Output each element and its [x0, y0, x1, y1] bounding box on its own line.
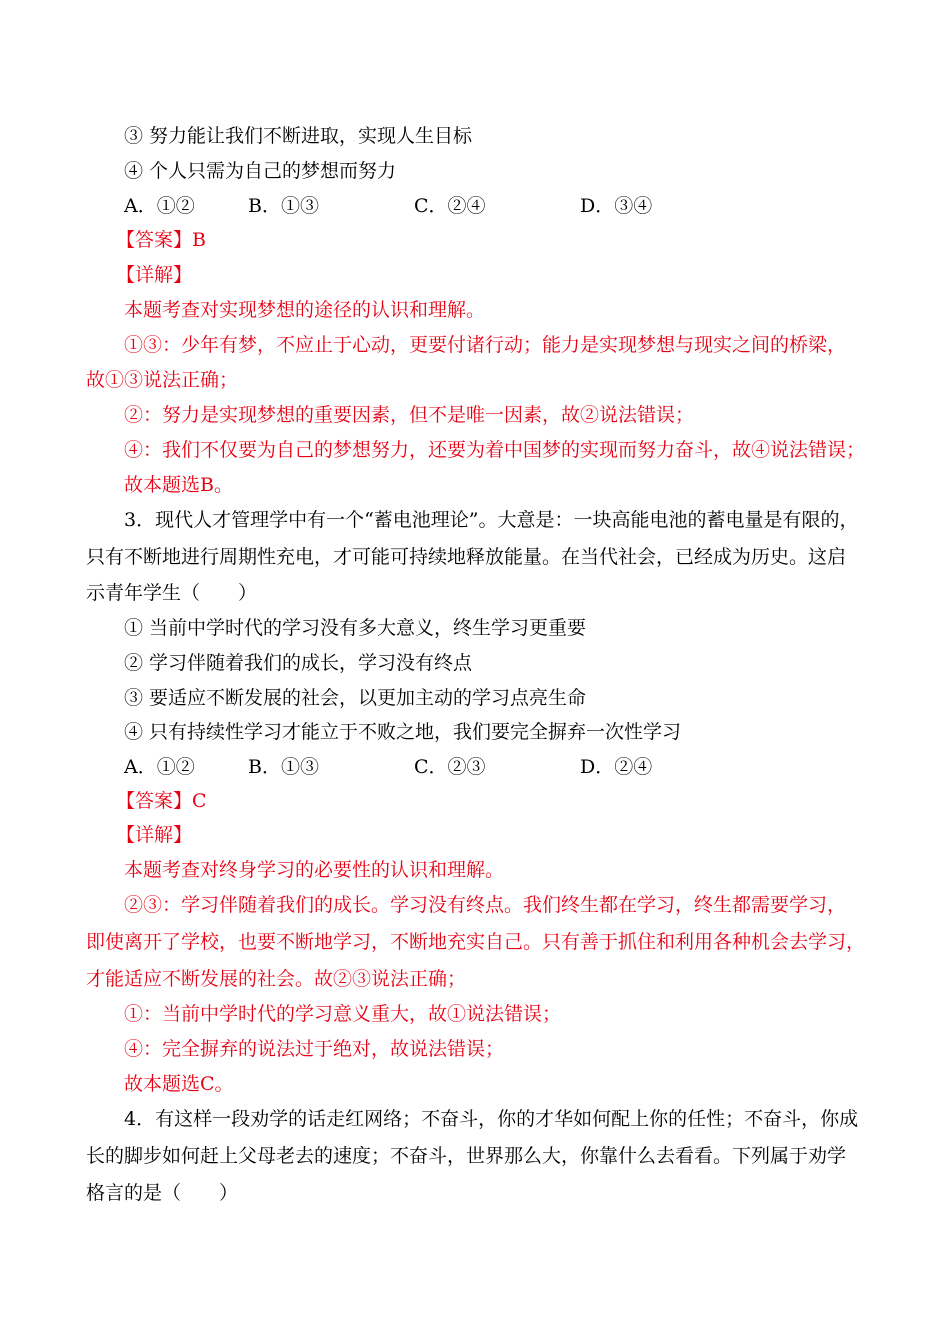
q2-explanation-line: 故①③说法正确； [86, 369, 239, 391]
q3-detail-label: 【详解】 [116, 824, 193, 846]
q4-stem-line: 格言的是（ ） [86, 1182, 239, 1204]
q2-options [0, 194, 950, 218]
q2-explanation-line: 故本题选B。 [124, 474, 233, 496]
q3-options [0, 755, 950, 779]
q2-item-3: ③ 努力能让我们不断进取，实现人生目标 [124, 125, 473, 147]
q2-option-a: A．①② [124, 195, 195, 217]
q3-item-1: ① 当前中学时代的学习没有多大意义，终生学习更重要 [124, 617, 587, 639]
q3-answer: 【答案】C [116, 790, 207, 812]
q2-item-4: ④ 个人只需为自己的梦想而努力 [124, 160, 397, 182]
q2-explanation-line: ①③：少年有梦，不应止于心动，更要付诸行动；能力是实现梦想与现实之间的桥梁， [124, 334, 847, 356]
q3-explanation-line: ①：当前中学时代的学习意义重大，故①说法错误； [124, 1003, 562, 1025]
q3-option-a: A．①② [124, 756, 195, 778]
q2-option-b: B．①③ [248, 195, 319, 217]
q2-option-c: C．②④ [414, 195, 486, 217]
q4-stem-line: 长的脚步如何赶上父母老去的速度；不奋斗，世界那么大，你靠什么去看看。下列属于劝学 [86, 1145, 847, 1167]
q3-option-d: D．②④ [580, 756, 653, 778]
q2-answer: 【答案】B [116, 229, 206, 251]
q3-option-b: B．①③ [248, 756, 319, 778]
q2-detail-label: 【详解】 [116, 264, 193, 286]
q2-option-d: D．③④ [580, 195, 653, 217]
q3-explanation-line: ②③：学习伴随着我们的成长。学习没有终点。我们终生都在学习，终生都需要学习， [124, 894, 847, 916]
q2-explanation-line: 本题考查对实现梦想的途径的认识和理解。 [124, 299, 486, 321]
q3-explanation-line: 即使离开了学校，也要不断地学习，不断地充实自己。只有善于抓住和利用各种机会去学习， [86, 931, 866, 953]
q3-explanation-line: ④：完全摒弃的说法过于绝对，故说法错误； [124, 1038, 505, 1060]
q3-stem-line: 示青年学生（ ） [86, 582, 258, 604]
q3-stem-line: 3．现代人才管理学中有一个“蓄电池理论”。大意是：一块高能电池的蓄电量是有限的， [124, 509, 859, 531]
q3-explanation-line: 本题考查对终身学习的必要性的认识和理解。 [124, 859, 505, 881]
q3-explanation-line: 故本题选C。 [124, 1073, 234, 1095]
q3-item-4: ④ 只有持续性学习才能立于不败之地，我们要完全摒弃一次性学习 [124, 721, 682, 743]
q3-item-2: ② 学习伴随着我们的成长，学习没有终点 [124, 652, 473, 674]
q3-explanation-line: 才能适应不断发展的社会。故②③说法正确； [86, 968, 467, 990]
q2-explanation-line: ②：努力是实现梦想的重要因素，但不是唯一因素，故②说法错误； [124, 404, 695, 426]
q3-item-3: ③ 要适应不断发展的社会，以更加主动的学习点亮生命 [124, 687, 587, 709]
q2-explanation-line: ④：我们不仅要为自己的梦想努力，还要为着中国梦的实现而努力奋斗，故④说法错误； [124, 439, 866, 461]
q3-stem-line: 只有不断地进行周期性充电，才可能可持续地释放能量。在当代社会，已经成为历史。这启 [86, 546, 847, 568]
q3-option-c: C．②③ [414, 756, 486, 778]
q4-stem-line: 4．有这样一段劝学的话走红网络；不奋斗，你的才华如何配上你的任性；不奋斗，你成 [124, 1108, 859, 1130]
